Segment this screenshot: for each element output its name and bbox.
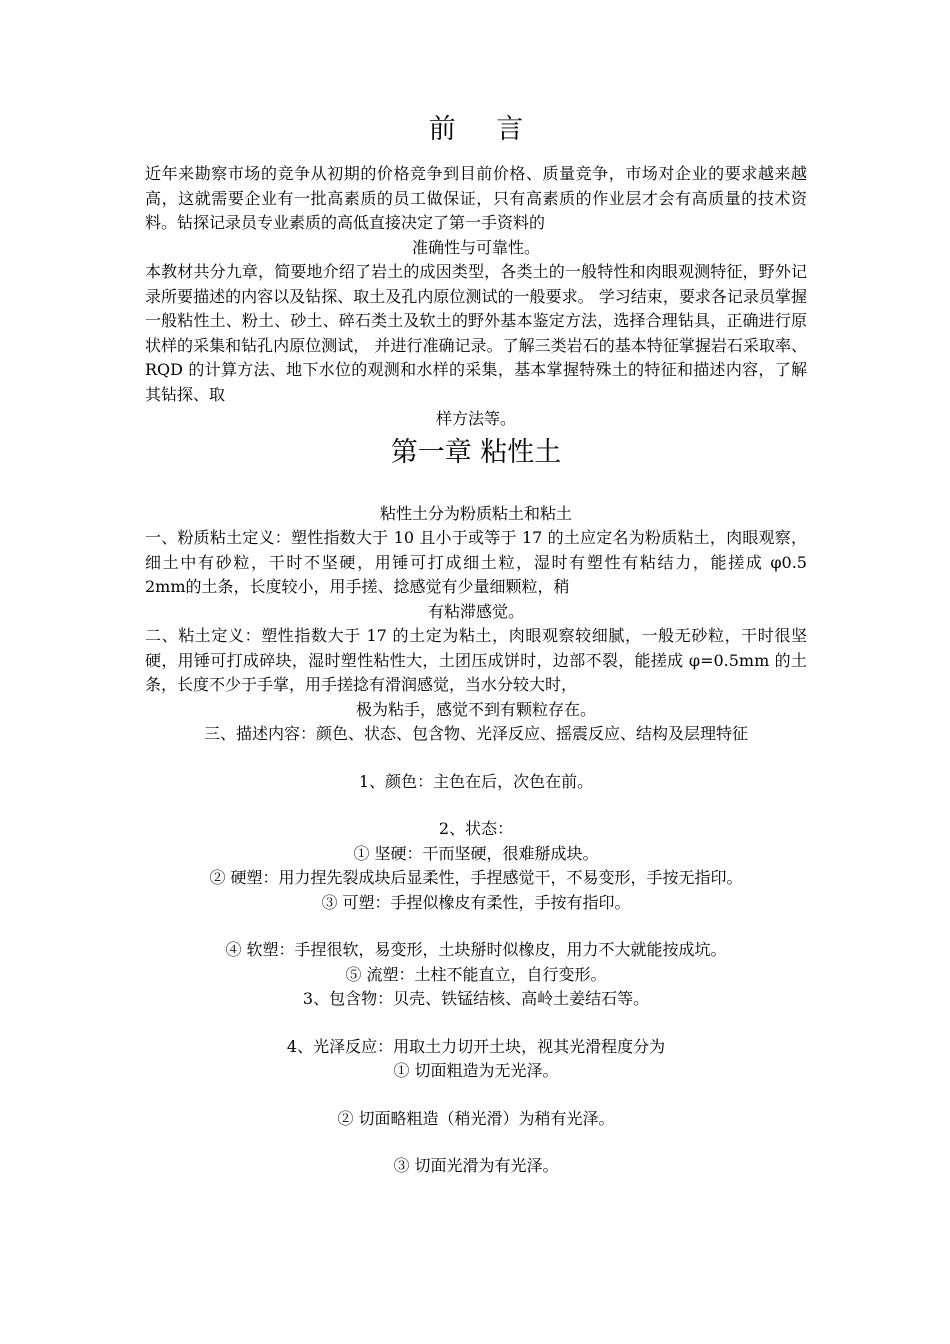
silty-clay-definition-last-line: 有粘滞感觉。 <box>427 601 524 621</box>
color-item: 1、颜色：主色在后，次色在前。 <box>358 771 594 791</box>
preface-paragraph-2 <box>145 260 807 432</box>
clay-definition <box>145 624 807 722</box>
luster-item-none: ① 切面粗造为无光泽。 <box>393 1061 559 1080</box>
silty-clay-definition <box>145 526 829 624</box>
preface-paragraph-1-body: 近年来勘察市场的竞争从初期的价格竞争到目前价格、质量竞争，市场对企业的要求越来越高，这就需要企业有一批高素质的员工做保证，只有高素质的作业层才会有高质量的技术资料。钻探记录员专业素质的高低直接决定了第一手资料的 <box>145 164 807 232</box>
preface-paragraph-1-last-line: 准确性与可靠性。 <box>411 237 540 257</box>
describe-heading: 三、描述内容：颜色、状态、包含物、光泽反应、摇震反应、结构及层理特征 <box>203 724 748 743</box>
preface-paragraph-1 <box>145 162 807 260</box>
clay-definition-last-line: 极为粘手，感觉不到有颗粒存在。 <box>355 699 596 719</box>
state-item-soft: ④ 软塑：手捏很软，易变形，土块掰时似橡皮，用力不大就能按成坑。 <box>225 940 727 959</box>
chapter-subtitle: 粘性土分为粉质粘土和粘土 <box>379 503 572 523</box>
inclusions-item: 3、包含物：贝壳、铁锰结核、高岭土姜结石等。 <box>302 989 650 1008</box>
chapter-title: 第一章 粘性土 <box>390 436 562 468</box>
luster-item-glossy: ③ 切面光滑为有光泽。 <box>393 1156 559 1175</box>
clay-definition-body: 二、粘土定义：塑性指数大于 17 的土定为粘土，肉眼观察较细腻，一般无砂粒，干时很坚硬，用锤可打成碎块，湿时塑性粘性大，土团压成饼时，边部不裂，能搓成 φ=0.5mm 的土条，长度不少于手掌，用手搓捻有滑润感觉，当水分较大时， <box>145 626 807 694</box>
luster-item-slight: ② 切面略粗造（稍光滑）为稍有光泽。 <box>337 1108 615 1128</box>
luster-heading: 4、光泽反应：用取土力切开土块，视其光滑程度分为 <box>286 1036 666 1056</box>
silty-clay-definition-body: 一、粉质粘土定义：塑性指数大于 10 且小于或等于 17 的土应定名为粉质粘土，肉眼观察，细土中有砂粒，干时不坚硬，用锤可打成细土粒，湿时有塑性有粘结力，能搓成 φ0.5 2mm的土条，长度较小，用手搓、捻感觉有少量细颗粒，稍 <box>145 528 829 596</box>
state-item-flowing: ⑤ 流塑：土柱不能直立，自行变形。 <box>345 964 607 984</box>
page-content <box>145 110 829 1179</box>
preface-title: 前 言 <box>428 114 540 145</box>
state-item-plastic: ③ 可塑：手捏似橡皮有柔性，手按有指印。 <box>321 892 631 912</box>
state-item-hard: ① 坚硬：干而坚硬，很难掰成块。 <box>353 843 599 863</box>
state-item-stiff: ② 硬塑：用力捏先裂成块后显柔性，手捏感觉干，不易变形，手按无指印。 <box>209 868 743 887</box>
preface-paragraph-2-body: 本教材共分九章，简要地介绍了岩土的成因类型，各类土的一般特性和肉眼观测特征，野外记录所要描述的内容以及钻探、取土及孔内原位测试的一般要求。 学习结束，要求各记录员掌握一般粘性土、粉土、砂土、碎石类土及软土的野外基本鉴定方法，选择合理钻具，正确进行原状样的采集和钻孔内原位测试， 并进行准确记录。了解三类岩石的基本特征掌握岩石采取率、 RQD 的计算方法、地下水位的观测和水样的采集，基本掌握特殊土的特征和描述内容，了解其钻探、取 <box>145 262 807 404</box>
preface-paragraph-2-last-line: 样方法等。 <box>435 409 516 428</box>
state-heading: 2、状态： <box>438 819 514 838</box>
